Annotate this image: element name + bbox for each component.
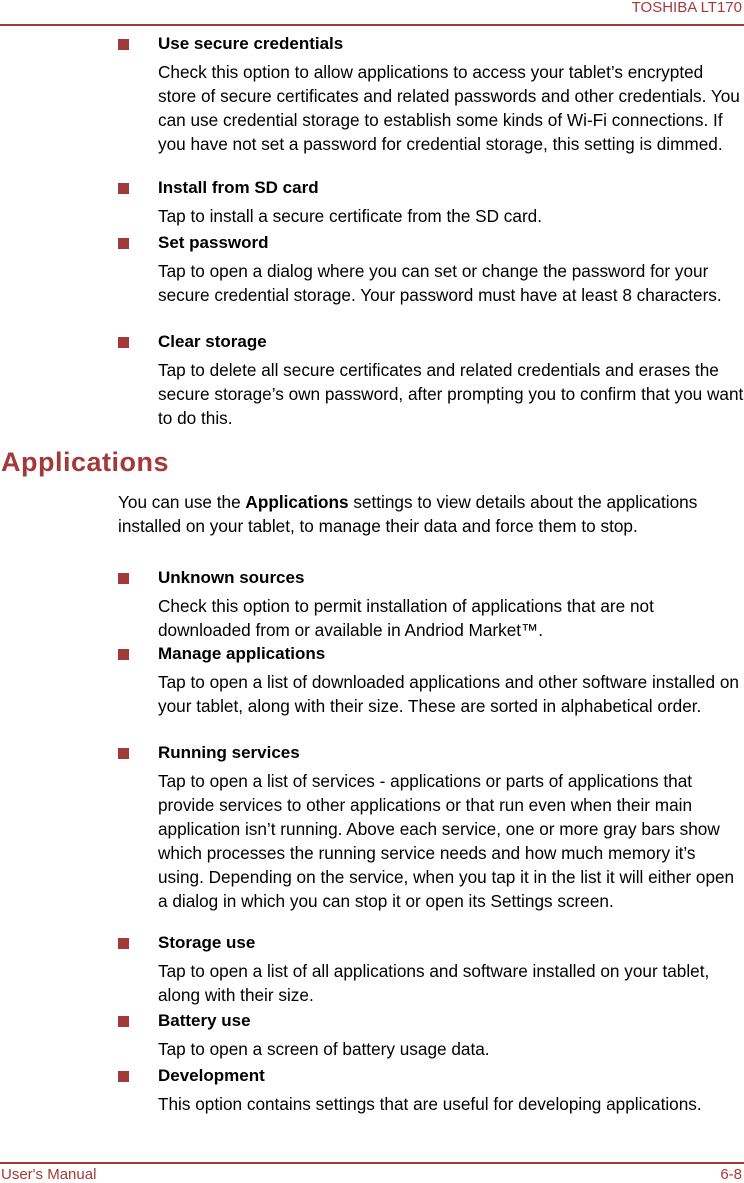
header-divider <box>0 24 744 26</box>
square-bullet-icon <box>118 748 129 759</box>
page-number: 6-8 <box>720 1166 742 1183</box>
item-title: Install from SD card <box>158 178 319 197</box>
item-description: Tap to open a dialog where you can set or change the password for your secure credential storage. Your password must have at least 8 characters. <box>158 261 722 305</box>
footer-divider <box>0 1162 744 1164</box>
item-description: This option contains settings that are useful for developing applications. <box>158 1094 702 1114</box>
square-bullet-icon <box>118 573 129 584</box>
square-bullet-icon <box>118 238 129 249</box>
item-description: Check this option to permit installation of applications that are not downloaded from or available in Andriod Market™. <box>158 596 654 640</box>
square-bullet-icon <box>118 938 129 949</box>
item-description: Tap to open a list of all applications and software installed on your tablet, along with their size. <box>158 961 710 1005</box>
item-title: Battery use <box>158 1011 251 1030</box>
item-title: Development <box>158 1066 265 1085</box>
header-title: TOSHIBA LT170 <box>631 0 742 16</box>
item-title: Unknown sources <box>158 568 305 587</box>
item-title: Use secure credentials <box>158 34 344 53</box>
item-title: Running services <box>158 743 300 762</box>
square-bullet-icon <box>118 1016 129 1027</box>
footer-manual-label: User's Manual <box>1 1166 97 1183</box>
item-description: Check this option to allow applications to access your tablet’s encrypted store of secure certificates and related passwords and other credentials. You can use credential storage to establish some kinds of Wi-Fi connections. If you have not set a password for credential storage, this setting is dimmed. <box>158 62 740 154</box>
item-description: Tap to delete all secure certificates and related credentials and erases the secure storage’s own password, after prompting you to confirm that you want to do this. <box>158 360 744 428</box>
square-bullet-icon <box>118 1071 129 1082</box>
item-description: Tap to open a list of downloaded applications and other software installed on your tablet, along with their size. These are sorted in alphabetical order. <box>158 672 739 716</box>
item-title: Clear storage <box>158 332 267 351</box>
intro-text-before: You can use the <box>118 492 246 512</box>
item-description: Tap to open a list of services - applications or parts of applications that provide services to other applications or that run even when their main application isn’t running. Above each service, one or more gray bars show which processes the running service needs and how much memory it’s using. Depending on the service, when you tap it in the list it will either open a dialog in which you can stop it or open its Settings screen. <box>158 771 735 911</box>
item-title: Manage applications <box>158 644 326 663</box>
item-title: Set password <box>158 233 269 252</box>
item-title: Storage use <box>158 933 256 952</box>
item-description: Tap to install a secure certificate from the SD card. <box>158 206 543 226</box>
intro-text-bold: Applications <box>245 492 349 512</box>
intro-text-after: settings to view details about the applications installed on your tablet, to manage their data and force them to stop. <box>118 492 698 536</box>
section-heading-applications: Applications <box>1 447 170 477</box>
item-description: Tap to open a screen of battery usage data. <box>158 1039 490 1059</box>
square-bullet-icon <box>118 337 129 348</box>
square-bullet-icon <box>118 183 129 194</box>
applications-intro <box>118 490 744 538</box>
square-bullet-icon <box>118 39 129 50</box>
square-bullet-icon <box>118 649 129 660</box>
